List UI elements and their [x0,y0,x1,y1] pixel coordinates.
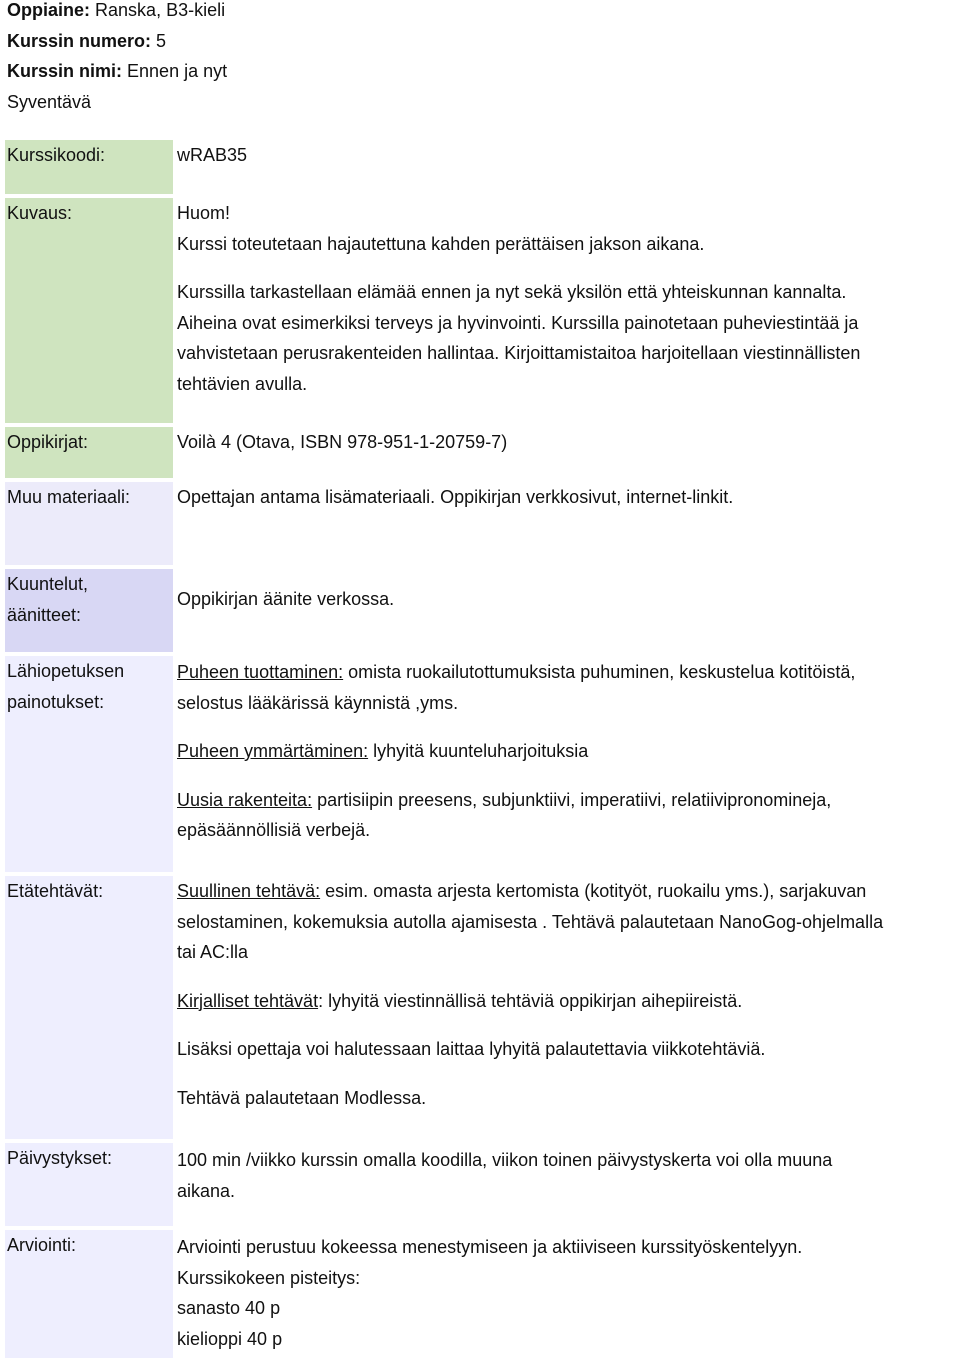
description-line: Aiheina ovat esimerkiksi terveys ja hyvinvointi. Kurssilla painotetaan puheviestintää ja [177,312,859,333]
textbooks-label: Oppikirjat: [7,432,89,452]
description-line: vahvistetaan perusrakenteiden hallintaa. Kirjoittamistaitoa harjoitellaan viestinnällisten [177,343,861,363]
assessment-label-cell [5,1230,173,1358]
speech-production-cont: selostus lääkärissä käynnistä ,yms. [177,692,459,713]
written-tasks-text: : lyhyitä viestinnällisä tehtäviä oppikirjan aihepiireistä. [318,990,743,1011]
office-hours-line: 100 min /viikko kurssin omalla koodilla, viikon toinen päivystyskerta voi olla muuna [177,1150,833,1170]
emphasis-value-cell [177,657,960,846]
new-structures-text: partisiipin preesens, subjunktiivi, imperatiivi, relatiivipronomineja, [312,789,832,810]
office-hours-value-cell [177,1145,960,1206]
speech-production-title: Puheen tuottaminen: [177,662,344,682]
code-value-cell [177,140,960,171]
subject-label: Oppiaine: [7,0,91,20]
office-hours-label-cell [5,1143,173,1226]
course-number-line [7,26,227,57]
course-name-label: Kurssin nimi: [7,61,123,81]
description-label-cell [5,198,173,423]
description-value-cell [177,198,960,399]
speech-production-text: omista ruokailutottumuksista puhuminen, keskustelua kotitöistä, [343,662,856,682]
audio-label-line1: Kuuntelut, [7,574,89,594]
office-hours-label: Päivystykset: [7,1148,113,1168]
oral-task-cont: selostaminen, kokemuksia autolla ajamisesta . Tehtävä palautetaan NanoGog-ohjelmalla [177,911,884,932]
remote-label-cell [5,876,173,1139]
audio-label-cell [5,569,173,652]
new-structures-title: Uusia rakenteita: [177,789,313,810]
emphasis-label-line2: painotukset: [7,691,105,712]
assessment-line: sanasto 40 p [177,1298,281,1318]
course-name-value: Ennen ja nyt [127,61,228,81]
course-header [7,0,227,117]
office-hours-line: aikana. [177,1180,236,1201]
textbooks-value-cell [177,427,960,458]
oral-task [177,876,960,907]
oral-task-title: Suullinen tehtävä: [177,881,321,901]
other-material-value: Opettajan antama lisämateriaali. Oppikirjan verkkosivut, internet-linkit. [177,487,734,507]
audio-value: Oppikirjan äänite verkossa. [177,589,395,609]
other-material-label-cell [5,482,173,565]
new-structures-cont: epäsäännöllisiä verbejä. [177,820,371,840]
written-tasks [177,986,960,1017]
speech-comprehension-title: Puheen ymmärtäminen: [177,741,369,761]
assessment-label: Arviointi: [7,1235,77,1255]
course-type: Syventävä [7,91,92,112]
speech-comprehension-text: lyhyitä kuunteluharjoituksia [368,741,589,761]
audio-label-line2: äänitteet: [7,604,82,625]
weekly-tasks-note: Lisäksi opettaja voi halutessaan laittaa lyhyitä palautettavia viikkotehtäviä. [177,1039,766,1059]
oral-task-cont: tai AC:lla [177,942,249,962]
remote-value-cell [177,876,960,1113]
oral-task-text: esim. omasta arjesta kertomista (kotityöt, ruokailu yms.), sarjakuvan [320,881,867,901]
other-material-label: Muu materiaali: [7,487,131,507]
assessment-line: Arviointi perustuu kokeessa menestymiseen ja aktiiviseen kurssityöskentelyyn. [177,1237,803,1257]
return-note: Tehtävä palautetaan Modlessa. [177,1087,427,1108]
audio-value-cell [177,584,960,615]
emphasis-label-line1: Lähiopetuksen [7,661,125,681]
assessment-line: kielioppi 40 p [177,1328,283,1349]
course-name-line [7,56,227,87]
description-label: Kuvaus: [7,203,73,223]
code-label: Kurssikoodi: [7,145,106,165]
assessment-line: Kurssikokeen pisteitys: [177,1267,361,1288]
remote-label: Etätehtävät: [7,881,104,901]
subject-value: Ranska, B3-kieli [95,0,226,20]
description-line: Kurssi toteutetaan hajautettuna kahden perättäisen jakson aikana. [177,233,705,254]
code-label-cell [5,140,173,194]
emphasis-label-cell [5,656,173,872]
course-number-value: 5 [156,30,167,51]
textbooks-value: Voilà 4 (Otava, ISBN 978-951-1-20759-7) [177,432,508,452]
course-number-label: Kurssin numero: [7,30,152,51]
textbooks-label-cell [5,427,173,478]
speech-comprehension [177,736,960,767]
subject-line [7,0,227,26]
description-line: tehtävien avulla. [177,373,308,394]
other-material-value-cell [177,482,960,513]
new-structures [177,785,960,816]
assessment-value-cell [177,1232,960,1354]
speech-production [177,657,960,688]
code-value: wRAB35 [177,145,248,165]
written-tasks-title: Kirjalliset tehtävät [177,990,319,1011]
description-line: Huom! [177,203,231,223]
description-line: Kurssilla tarkastellaan elämää ennen ja nyt sekä yksilön että yhteiskunnan kannalta. [177,282,847,302]
